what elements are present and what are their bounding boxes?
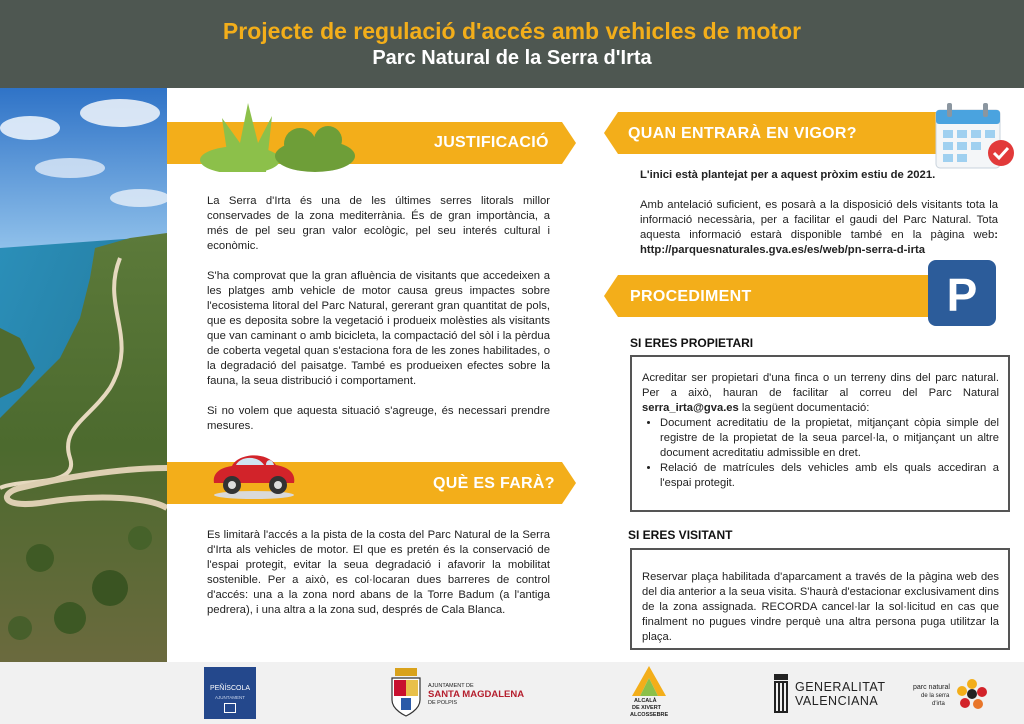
santa-magdalena-line1: AJUNTAMENT DE — [428, 683, 474, 689]
parc-line3: d'irta — [932, 701, 945, 707]
parking-letter: P — [946, 269, 978, 321]
page-title: Projecte de regulació d'accés amb vehicles de motor — [222, 18, 802, 44]
peniscola-sub: AJUNTAMENT — [215, 695, 245, 700]
parc-flower-icon — [955, 679, 989, 714]
generalitat-logo-icon — [772, 672, 790, 719]
justificacio-band-arrow — [562, 122, 576, 164]
propietari-heading: SI ERES PROPIETARI — [630, 336, 754, 350]
propietari-intro-before: Acreditar ser propietari d'una finca o un terreny dins del parc natural. Per a això, hauran de facilitar al correu del Parc Natural — [642, 372, 999, 399]
parc-line2: de la serra — [921, 693, 950, 699]
que-es-fara-text — [207, 528, 550, 618]
justificacio-paragraph-3: Si no volem que aquesta situació s'agreuge, és necessari prendre mesures. — [207, 405, 550, 432]
quan-heading: QUAN ENTRARÀ EN VIGOR? — [628, 125, 857, 142]
propietari-doc-list — [660, 416, 999, 491]
alcala-logo-icon — [632, 666, 666, 701]
santa-magdalena-line3: DE POLPIS — [428, 700, 458, 706]
alcala-line3: ALCOSSEBRE — [630, 712, 669, 718]
quan-body-text: Amb antelació suficient, es posarà a la disposició dels visitants tota la informació necessària, per a facilitar el gaudi del Parc Natural. Tota aquesta informació estarà disponible també en la pàgina web — [640, 199, 998, 241]
justificacio-paragraph-2: S'ha comprovat que la gran afluència de visitants que accedeixen a les platges amb vehicle de motor causa greus impactes sobre l'ecosistema litoral del Parc Natural, gererant gran quantitat de pols, que es deposita sobre la vegetació i produeix molèsties als visitants que van caminant o amb bicicleta, la compactació del sòl i la pèrdua de coberta vegetal quan s'estaciona fora de les zones habilitades, o la degradació del paisatge. També es produeixen efectes sobre la fauna, la seua distribució i comportament. — [207, 270, 550, 387]
generalitat-line2: VALENCIANA — [795, 694, 879, 708]
visitant-heading: SI ERES VISITANT — [628, 528, 733, 542]
list-item: • Document acreditatiu de la propietat, mitjançant còpia simple del registre de la propietat de la seua parcel·la, o mitjançant un altre document acreditatiu admissible en dret. — [660, 416, 999, 461]
coast-landscape-photo — [0, 88, 167, 662]
quan-body — [640, 198, 998, 258]
propietari-email-link[interactable]: serra_irta@gva.es — [642, 402, 739, 414]
santa-magdalena-line2: SANTA MAGDALENA — [428, 689, 525, 700]
visitant-text: Reservar plaça habilitada d'aparcament a través de la pàgina web des del dia anterior a la seua visita. S'haurà d'estacionar exclusivament dins de la zona assignada. RECORDA cancel·lar la sol·licitud en cas que finalment no pugues vindre perquè una altra persona puga utilitzar la plaça. — [642, 571, 999, 643]
alcala-line1: ALCALÀ — [634, 698, 657, 704]
visitant-box — [630, 548, 1010, 650]
quan-url-link[interactable]: http://parquesnaturales.gva.es/es/web/pn-serra-d-irta — [640, 244, 926, 256]
propietari-intro-after: la següent documentació: — [738, 402, 870, 414]
santa-magdalena-crest-icon — [389, 668, 423, 723]
calendar-check-icon — [933, 100, 1017, 177]
quan-lead: L'inici està plantejat per a aquest pròxim estiu de 2021. — [640, 169, 936, 181]
parking-icon — [928, 260, 996, 326]
justificacio-text — [207, 194, 550, 434]
page-subtitle: Parc Natural de la Serra d'Irta — [372, 47, 652, 69]
generalitat-line1: GENERALITAT — [795, 680, 886, 694]
peniscola-logo — [204, 667, 256, 719]
propietari-box — [630, 355, 1010, 512]
car-icon — [206, 443, 300, 506]
peniscola-name: PEÑÍSCOLA — [209, 685, 251, 692]
propietari-intro — [642, 371, 999, 416]
page-header — [0, 0, 1024, 88]
bush-icon — [200, 98, 360, 177]
quan-body-colon: : — [994, 229, 998, 241]
peniscola-crest-icon — [224, 703, 236, 713]
list-item: • Relació de matrícules dels vehicles amb els quals accediran a l'espai protegit. — [660, 461, 999, 491]
quan-text — [640, 168, 998, 258]
quan-band-arrow — [604, 112, 618, 154]
justificacio-paragraph-1: La Serra d'Irta és una de les últimes serres litorals millor conservades de la zona mediterrània. És de gran importància, a més de pel seu gran valor ecològic, pel seu interés cultural i econòmic. — [207, 195, 550, 252]
justificacio-heading: JUSTIFICACIÓ — [434, 134, 549, 151]
que-es-fara-heading: QUÈ ES FARÀ? — [433, 475, 555, 492]
que-es-fara-band-arrow — [562, 462, 576, 504]
footer-logos — [0, 662, 1024, 724]
que-es-fara-paragraph: Es limitarà l'accés a la pista de la costa del Parc Natural de la Serra d'Irta als vehicles de motor. El que es pretén és la conservació de l'espai protegit, evitar la seua degradació i afavorir la mobilitat sostenible. Per a això, es col·locaran dues barreres de control d'accés: una a la zona nord abans de la Torre Badum (a l'antiga pedrera), i una altra a la zona sud, després de Cala Blanca. — [207, 529, 550, 616]
parc-line1: parc natural — [913, 684, 950, 691]
alcala-line2: DE XIVERT — [632, 705, 662, 711]
procediment-heading: PROCEDIMENT — [630, 288, 752, 305]
procediment-band-arrow — [604, 275, 618, 317]
